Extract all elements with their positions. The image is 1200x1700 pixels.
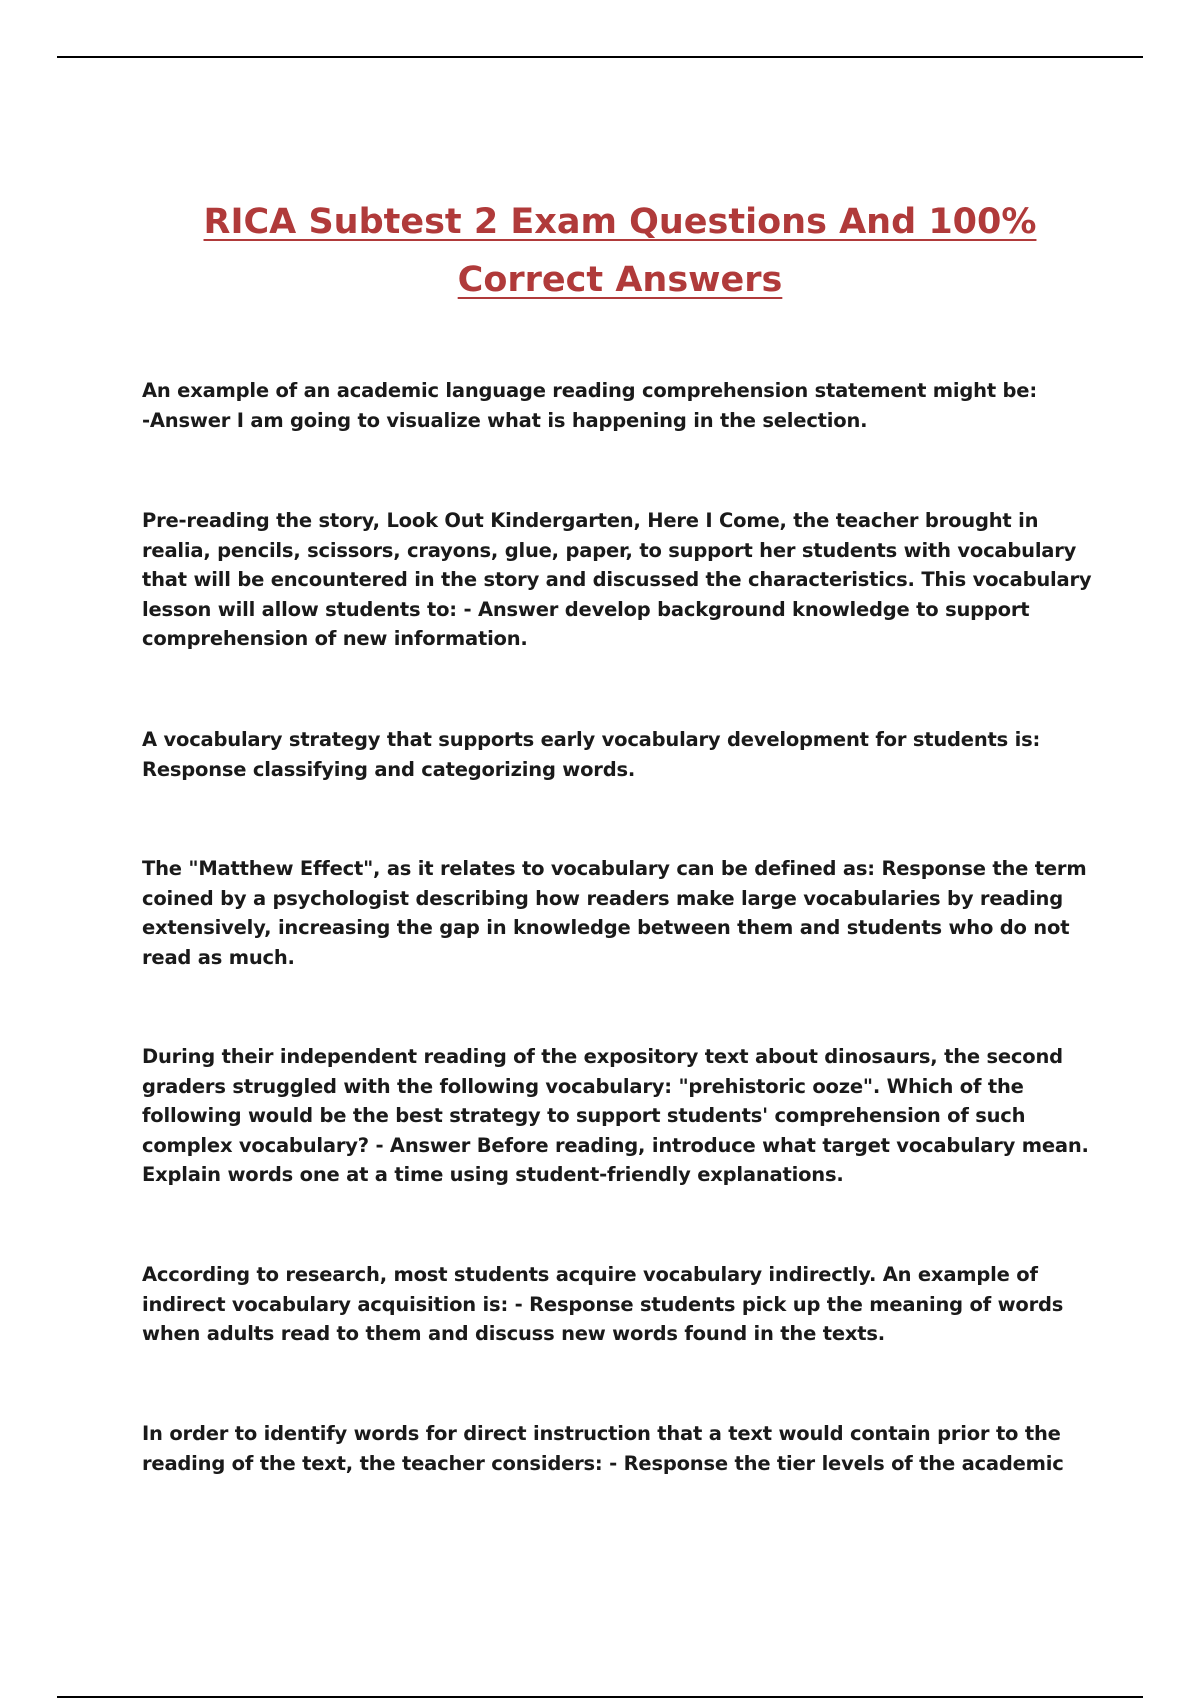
- qa-item-2: [142, 506, 1142, 654]
- qa-item-1: [142, 376, 1142, 435]
- page-title: [130, 193, 1110, 309]
- qa-line: extensively, increasing the gap in knowledge between them and students who do not: [142, 916, 1070, 939]
- qa-item-3: [142, 725, 1142, 784]
- qa-line: coined by a psychologist describing how readers make large vocabularies by reading: [142, 886, 1063, 910]
- qa-line: indirect vocabulary acquisition is: - Response students pick up the meaning of words: [142, 1292, 1064, 1316]
- qa-item-7: [142, 1419, 1142, 1478]
- qa-line: Pre-reading the story, Look Out Kindergarten, Here I Come, the teacher brought in: [142, 509, 1039, 532]
- qa-line: read as much.: [142, 945, 295, 969]
- qa-line: that will be encountered in the story and discussed the characteristics. This vocabulary: [142, 568, 1092, 591]
- title-line-2: Correct Answers: [457, 260, 783, 300]
- qa-line: A vocabulary strategy that supports early vocabulary development for students is:: [142, 728, 1041, 751]
- qa-item-5: [142, 1042, 1142, 1190]
- qa-line: An example of an academic language reading comprehension statement might be:: [142, 379, 1037, 402]
- qa-line: In order to identify words for direct instruction that a text would contain prior to the: [142, 1422, 1061, 1445]
- qa-line: -Answer I am going to visualize what is happening in the selection.: [142, 408, 868, 432]
- qa-line: when adults read to them and discuss new words found in the texts.: [142, 1322, 885, 1345]
- qa-line: The "Matthew Effect", as it relates to vocabulary can be defined as: Response the term: [142, 857, 1087, 880]
- bottom-rule: [57, 1696, 1143, 1698]
- qa-line: During their independent reading of the expository text about dinosaurs, the second: [142, 1045, 1063, 1068]
- qa-line: Explain words one at a time using student-friendly explanations.: [142, 1163, 844, 1186]
- title-line-1: RICA Subtest 2 Exam Questions And 100%: [203, 202, 1037, 242]
- qa-line: reading of the text, the teacher considers: - Response the tier levels of the academic: [142, 1451, 1064, 1475]
- qa-line: graders struggled with the following vocabulary: "prehistoric ooze". Which of the: [142, 1074, 1024, 1098]
- top-rule: [57, 56, 1143, 58]
- qa-item-6: [142, 1260, 1142, 1349]
- qa-line: Response classifying and categorizing words.: [142, 757, 636, 781]
- qa-item-4: [142, 854, 1142, 972]
- qa-line: According to research, most students acquire vocabulary indirectly. An example of: [142, 1263, 1038, 1286]
- qa-line: realia, pencils, scissors, crayons, glue, paper, to support her students with vocabulary: [142, 538, 1077, 562]
- qa-line: complex vocabulary? - Answer Before reading, introduce what target vocabulary mean.: [142, 1133, 1089, 1157]
- qa-line: lesson will allow students to: - Answer develop background knowledge to support: [142, 597, 1030, 621]
- qa-line: following would be the best strategy to support students' comprehension of such: [142, 1104, 1026, 1127]
- qa-line: comprehension of new information.: [142, 627, 528, 650]
